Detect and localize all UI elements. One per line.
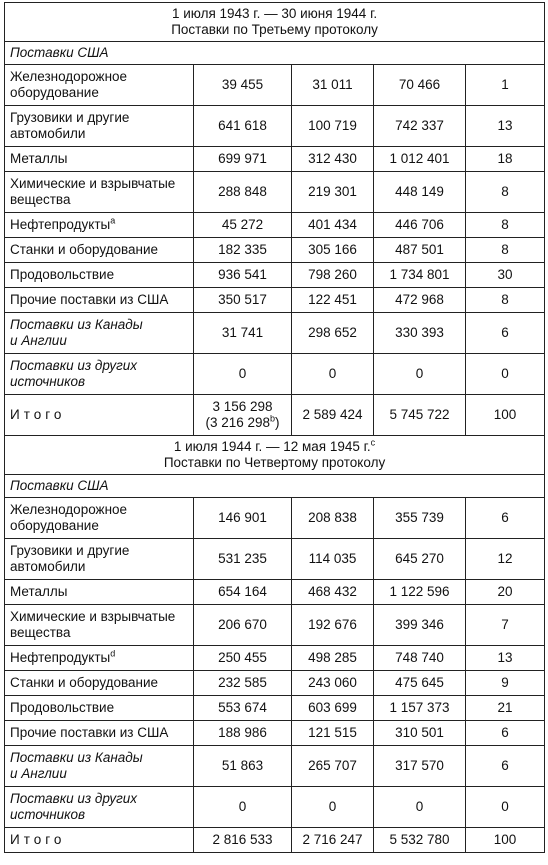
group-label: Поставки США xyxy=(5,42,545,65)
table-row xyxy=(5,172,545,213)
total-value: 2 589 424 xyxy=(292,395,374,436)
supply-table xyxy=(4,2,545,853)
cell-value: 305 166 xyxy=(292,238,374,263)
cell-value: 355 739 xyxy=(374,498,466,539)
table-row xyxy=(5,498,545,539)
cell-value: 475 645 xyxy=(374,671,466,696)
table-row xyxy=(5,746,545,787)
section-title: Поставки по Третьему протоколу xyxy=(171,22,378,37)
section-header xyxy=(5,3,545,42)
cell-value: 498 285 xyxy=(292,646,374,671)
row-label: Станки и оборудование xyxy=(5,671,194,696)
row-label: Прочие поставки из США xyxy=(5,721,194,746)
cell-value: 531 235 xyxy=(194,539,292,580)
total-percent: 100 xyxy=(466,395,545,436)
footnote-mark: c xyxy=(370,437,376,448)
row-label: Металлы xyxy=(5,580,194,605)
total-value: 3 156 298 (3 216 298$^b$) xyxy=(194,395,292,436)
row-label: Химические и взрывчатые вещества xyxy=(5,605,194,646)
cell-value: 206 670 xyxy=(194,605,292,646)
cell-value: 39 455 xyxy=(194,65,292,106)
cell-value: 0 xyxy=(292,354,374,395)
table-row xyxy=(5,539,545,580)
cell-value: 748 740 xyxy=(374,646,466,671)
cell-value: 0 xyxy=(292,787,374,828)
cell-percent: 8 xyxy=(466,288,545,313)
cell-value: 350 517 xyxy=(194,288,292,313)
cell-percent: 8 xyxy=(466,172,545,213)
table-row xyxy=(5,147,545,172)
section-header xyxy=(5,436,545,475)
cell-value: 298 652 xyxy=(292,313,374,354)
section-header-row xyxy=(5,436,545,475)
total-percent: 100 xyxy=(466,828,545,853)
table-row xyxy=(5,721,545,746)
supply-table-body xyxy=(5,3,545,853)
cell-value: 330 393 xyxy=(374,313,466,354)
section-header-row xyxy=(5,3,545,42)
row-label: Металлы xyxy=(5,147,194,172)
cell-value: 250 455 xyxy=(194,646,292,671)
cell-value: 446 706 xyxy=(374,213,466,238)
row-label: Прочие поставки из США xyxy=(5,288,194,313)
table-row xyxy=(5,106,545,147)
table-row xyxy=(5,580,545,605)
row-label: Грузовики и другие автомобили xyxy=(5,539,194,580)
cell-value: 0 xyxy=(194,354,292,395)
cell-value: 146 901 xyxy=(194,498,292,539)
total-value: 2 816 533 xyxy=(194,828,292,853)
cell-value: 114 035 xyxy=(292,539,374,580)
row-label: Железнодорожное оборудование xyxy=(5,498,194,539)
cell-percent: 20 xyxy=(466,580,545,605)
cell-value: 553 674 xyxy=(194,696,292,721)
cell-value: 0 xyxy=(194,787,292,828)
cell-value: 208 838 xyxy=(292,498,374,539)
cell-value: 936 541 xyxy=(194,263,292,288)
cell-percent: 0 xyxy=(466,354,545,395)
total-label: Итого xyxy=(5,395,194,436)
group-row xyxy=(5,42,545,65)
cell-value: 100 719 xyxy=(292,106,374,147)
cell-value: 310 501 xyxy=(374,721,466,746)
cell-value: 122 451 xyxy=(292,288,374,313)
cell-value: 448 149 xyxy=(374,172,466,213)
cell-value: 51 863 xyxy=(194,746,292,787)
cell-percent: 7 xyxy=(466,605,545,646)
row-label: Нефтепродукты$^d$ xyxy=(5,646,194,671)
cell-percent: 21 xyxy=(466,696,545,721)
table-row xyxy=(5,263,545,288)
cell-value: 121 515 xyxy=(292,721,374,746)
cell-value: 1 012 401 xyxy=(374,147,466,172)
cell-value: 0 xyxy=(374,787,466,828)
cell-percent: 13 xyxy=(466,646,545,671)
cell-value: 1 157 373 xyxy=(374,696,466,721)
cell-percent: 6 xyxy=(466,498,545,539)
table-row xyxy=(5,65,545,106)
row-label: Нефтепродукты$^a$ xyxy=(5,213,194,238)
cell-value: 265 707 xyxy=(292,746,374,787)
cell-value: 645 270 xyxy=(374,539,466,580)
cell-value: 45 272 xyxy=(194,213,292,238)
cell-value: 288 848 xyxy=(194,172,292,213)
cell-value: 468 432 xyxy=(292,580,374,605)
cell-percent: 8 xyxy=(466,238,545,263)
cell-percent: 9 xyxy=(466,671,545,696)
row-label: Поставки из других источников xyxy=(5,787,194,828)
cell-value: 699 971 xyxy=(194,147,292,172)
row-label: Продовольствие xyxy=(5,263,194,288)
cell-percent: 12 xyxy=(466,539,545,580)
cell-value: 243 060 xyxy=(292,671,374,696)
table-row xyxy=(5,646,545,671)
cell-value: 798 260 xyxy=(292,263,374,288)
cell-percent: 30 xyxy=(466,263,545,288)
cell-value: 472 968 xyxy=(374,288,466,313)
table-row xyxy=(5,671,545,696)
cell-value: 31 011 xyxy=(292,65,374,106)
table-row xyxy=(5,313,545,354)
row-label: Поставки из Канады и Англии xyxy=(5,746,194,787)
cell-value: 232 585 xyxy=(194,671,292,696)
group-label: Поставки США xyxy=(5,475,545,498)
row-label: Поставки из Канады и Англии xyxy=(5,313,194,354)
cell-percent: 18 xyxy=(466,147,545,172)
table-row xyxy=(5,696,545,721)
row-label: Грузовики и другие автомобили xyxy=(5,106,194,147)
cell-value: 192 676 xyxy=(292,605,374,646)
cell-value: 603 699 xyxy=(292,696,374,721)
total-row xyxy=(5,395,545,436)
section-period: 1 июля 1943 г. — 30 июня 1944 г. xyxy=(171,6,378,21)
section-period: 1 июля 1944 г. — 12 мая 1945 г. xyxy=(173,439,371,454)
cell-value: 70 466 xyxy=(374,65,466,106)
row-label: Станки и оборудование xyxy=(5,238,194,263)
cell-value: 1 122 596 xyxy=(374,580,466,605)
cell-percent: 1 xyxy=(466,65,545,106)
cell-value: 487 501 xyxy=(374,238,466,263)
cell-value: 0 xyxy=(374,354,466,395)
cell-percent: 6 xyxy=(466,721,545,746)
table-row xyxy=(5,288,545,313)
cell-percent: 8 xyxy=(466,213,545,238)
row-label: Железнодорожное оборудование xyxy=(5,65,194,106)
cell-percent: 13 xyxy=(466,106,545,147)
cell-value: 31 741 xyxy=(194,313,292,354)
cell-value: 654 164 xyxy=(194,580,292,605)
row-label: Поставки из других источников xyxy=(5,354,194,395)
cell-percent: 0 xyxy=(466,787,545,828)
total-label: Итого xyxy=(5,828,194,853)
group-row xyxy=(5,475,545,498)
total-value: 5 532 780 xyxy=(374,828,466,853)
cell-percent: 6 xyxy=(466,313,545,354)
table-row xyxy=(5,787,545,828)
cell-value: 742 337 xyxy=(374,106,466,147)
section-title: Поставки по Четвертому протоколу xyxy=(163,455,386,470)
table-row xyxy=(5,213,545,238)
cell-percent: 6 xyxy=(466,746,545,787)
row-label: Продовольствие xyxy=(5,696,194,721)
total-value: 2 716 247 xyxy=(292,828,374,853)
table-row xyxy=(5,354,545,395)
cell-value: 317 570 xyxy=(374,746,466,787)
cell-value: 312 430 xyxy=(292,147,374,172)
cell-value: 1 734 801 xyxy=(374,263,466,288)
table-row xyxy=(5,605,545,646)
cell-value: 641 618 xyxy=(194,106,292,147)
cell-value: 219 301 xyxy=(292,172,374,213)
total-value: 5 745 722 xyxy=(374,395,466,436)
row-label: Химические и взрывчатые вещества xyxy=(5,172,194,213)
cell-value: 182 335 xyxy=(194,238,292,263)
cell-value: 401 434 xyxy=(292,213,374,238)
total-row xyxy=(5,828,545,853)
table-row xyxy=(5,238,545,263)
cell-value: 188 986 xyxy=(194,721,292,746)
cell-value: 399 346 xyxy=(374,605,466,646)
